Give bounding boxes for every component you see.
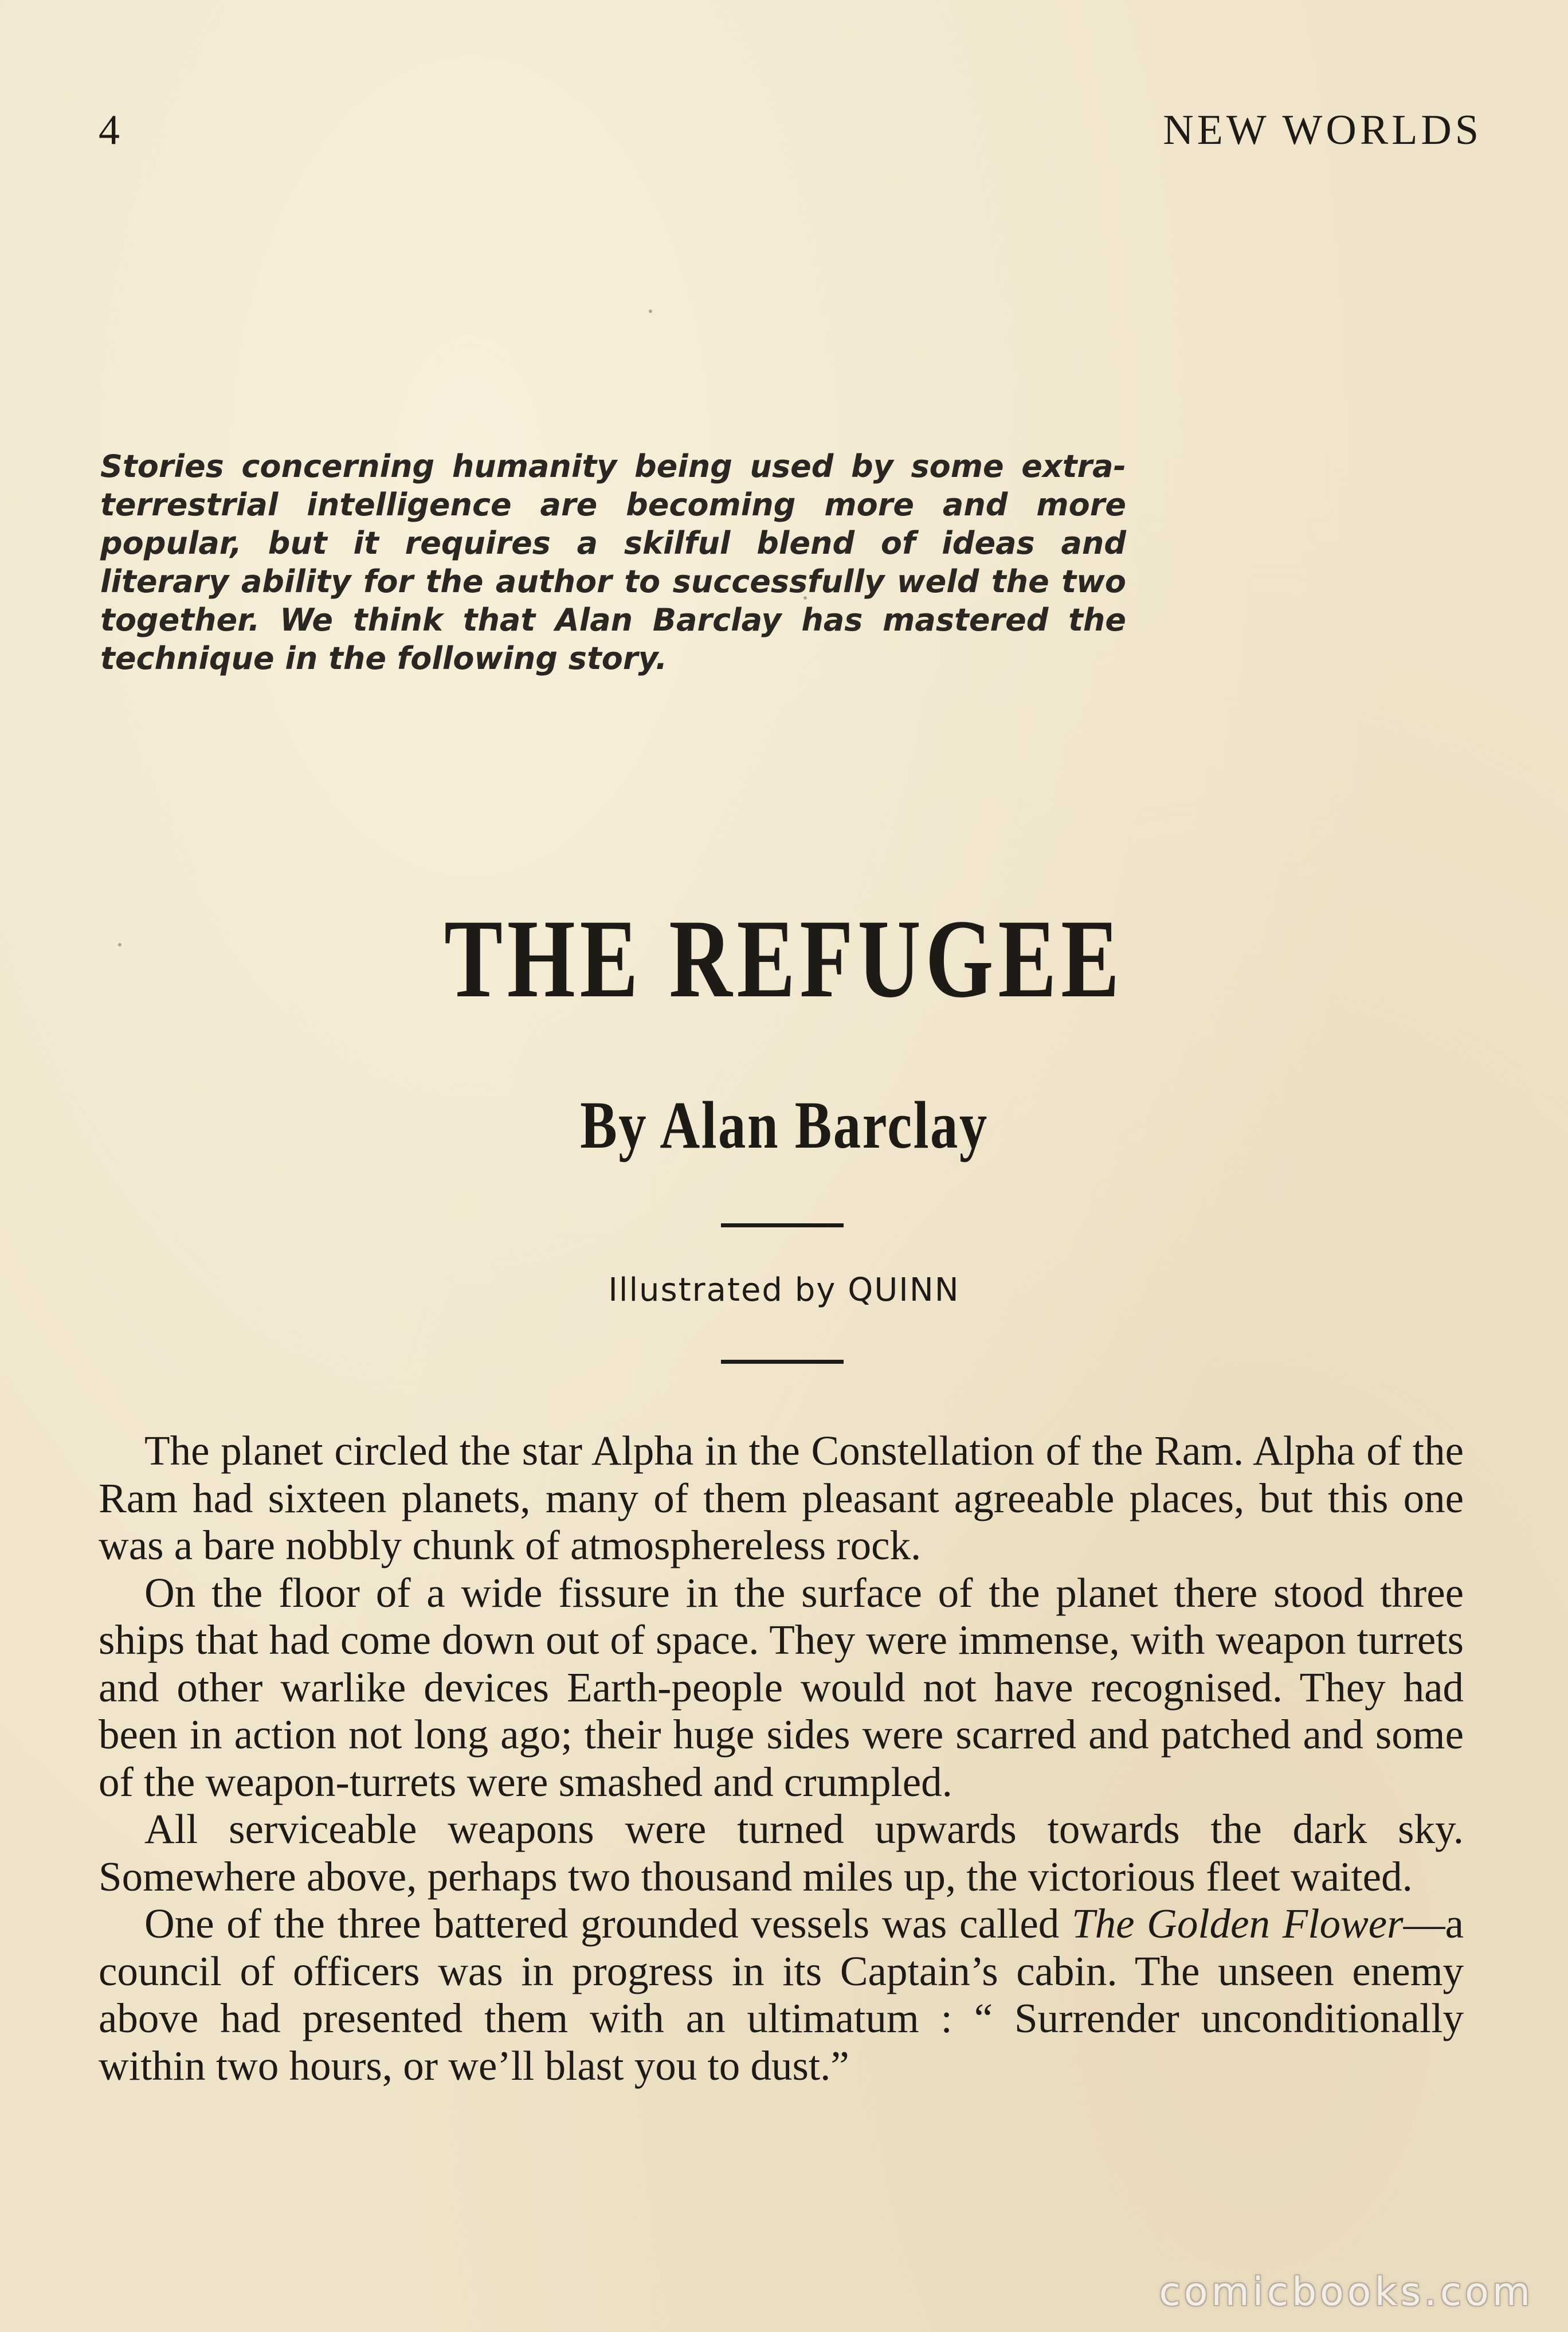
- body-text-run: —a council of officers was in progress in its Captain’s cabin. The unseen enemy above had presented them with an ultimatum : “ Surrender unconditionally within two hours, or we’ll blast you to dust.”: [99, 1900, 1464, 2089]
- body-paragraph: On the floor of a wide fissure in the surface of the planet there stood three ships that had come down out of space. They were immense, with weapon turrets and other warlike devices Earth-people would not have recognised. They had been in action not long ago; their huge sides were scarred and patched and some of the weapon-turrets were smashed and crumpled.: [99, 1569, 1464, 1805]
- illustrator-credit: Illustrated by QUINN: [608, 1271, 960, 1309]
- paper-speck: [118, 943, 121, 946]
- body-paragraph: All serviceable weapons were turned upwards towards the dark sky. Somewhere above, perhaps two thousand miles up, the victorious fleet waited.: [99, 1806, 1464, 1900]
- ship-name: The Golden Flower: [1071, 1900, 1404, 1947]
- body-paragraph: The planet circled the star Alpha in the Constellation of the Ram. Alpha of the Ram had sixteen planets, many of them pleasant agreeable places, but this one was a bare nobbly chunk of atmosphereless rock.: [99, 1427, 1464, 1568]
- page-number: 4: [99, 107, 122, 154]
- site-watermark: comicbooks.com: [1159, 2270, 1534, 2315]
- byline-text: By Alan Barclay: [579, 1087, 989, 1163]
- body-paragraph: [99, 1900, 1464, 2090]
- divider-rule: [721, 1223, 844, 1227]
- editorial-blurb: Stories concerning humanity being used by some extra-terrestrial intelligence are becoming more and more popular, but it requires a skilful blend of ideas and literary ability for the author to successfully weld the two together. We think that Alan Barclay has mastered the technique in the following story.: [100, 448, 1126, 676]
- divider-rule: [721, 1360, 844, 1364]
- running-head: [99, 106, 1482, 158]
- magazine-name: NEW WORLDS: [1163, 107, 1482, 154]
- body-text-run: One of the three battered grounded vessels was called: [144, 1900, 1072, 1947]
- story-byline: [0, 1086, 1568, 1164]
- story-body: [99, 1427, 1464, 2090]
- story-title: THE REFUGEE: [444, 897, 1124, 1021]
- paper-speck: [649, 310, 652, 313]
